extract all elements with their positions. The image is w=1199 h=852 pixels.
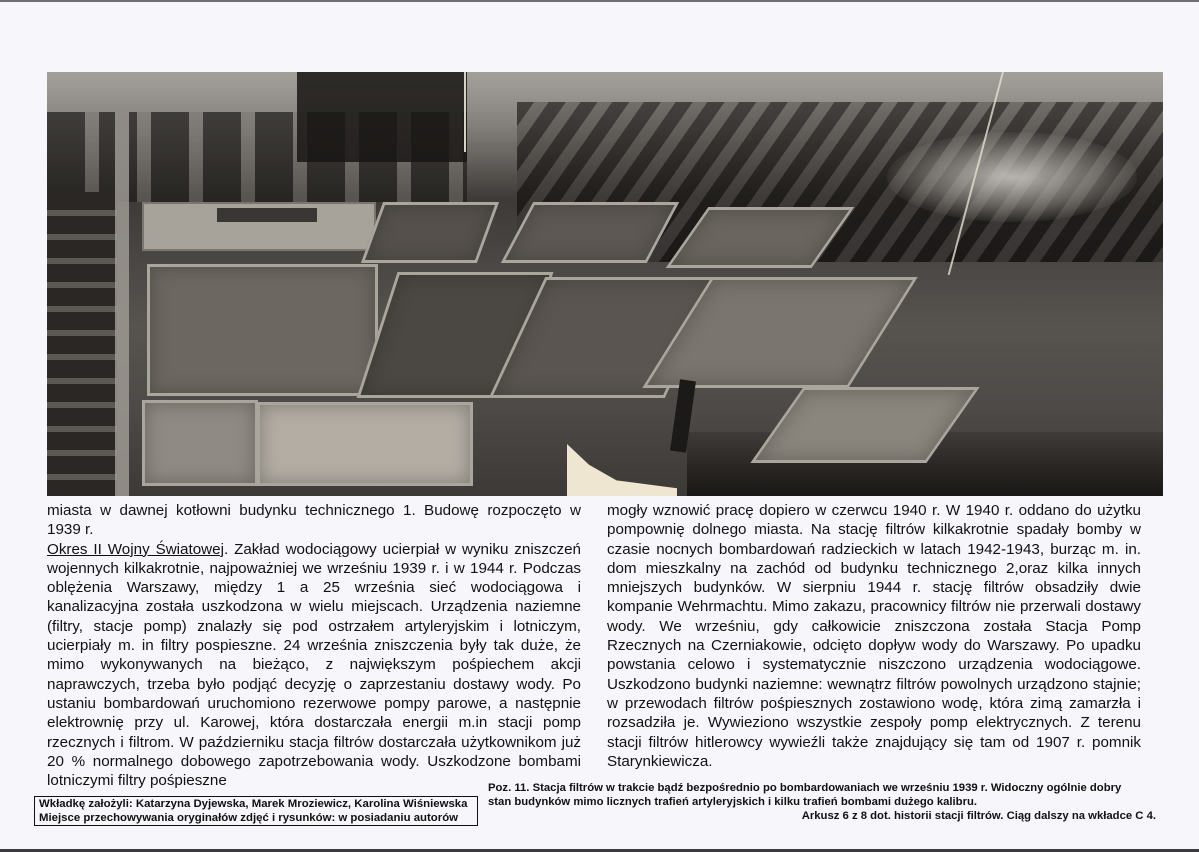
filter-field xyxy=(147,264,378,396)
vertical-street xyxy=(115,112,129,496)
filter-field xyxy=(142,400,258,486)
filter-field xyxy=(361,202,499,263)
photo-caption xyxy=(488,782,1178,823)
text-column-left xyxy=(47,501,581,790)
paragraph-body: . Zakład wodociągowy ucierpiał w wyniku zniszczeń wojennych kilkakrotnie, najpoważniej we wrześniu 1939 r. i w 1944 r. Podczas oblężenia Warszawy, między 1 a 25 września sieć wodociągowa i kanalizacyjna została uszkodzona w wielu miejscach. Urządzenia naziemne (filtry, stacje pomp) znalazły się pod ostrzałem artyleryjskim i lotniczym, ucierpiały m. in filtry pospieszne. 24 września zniszczenia były tak duże, że mimo wykonywanych na bieżąco, z największym pośpiechem akcji naprawczych, trzeba było podjąć decyzję o zaprzestaniu dostawy wody. Po ustaniu bombardowań uruchomiono rezerwowe pompy parowe, a następnie elektrownię przy ul. Karowej, która dostarczała energii m.in stacji pomp rzecznych i filtrom. W październiku stacja filtrów dostarczała użytkownikom już 20 % normalnego dobowego zapotrzebowania wody. Uszkodzone bombami lotniczymi filtry pośpieszne xyxy=(47,540,581,790)
credits-storage: Miejsce przechowywania oryginałów zdjęć i rysunków: w posiadaniu autorów xyxy=(39,811,459,824)
aerial-photograph xyxy=(47,72,1163,496)
sheet-info: Arkusz 6 z 8 dot. historii stacji filtrów. Ciąg dalszy na wkładce C 4. xyxy=(801,809,1156,822)
paragraph: miasta w dawnej kotłowni budynku technicznego 1. Budowę rozpoczęto w 1939 r. xyxy=(47,502,581,539)
paragraph: mogły wznowić pracę dopiero w czerwcu 1940 r. W 1940 r. oddano do użytku pompownię dolnego miasta. Na stację filtrów kilkakrotnie spadały bomby w czasie nocnych bombardowań radzieckich w latach 1942-1943, burząc m. in. dom mieszkalny na zachód od budynku technicznego 2,oraz kilka innych mniejszych budynków. W sierpniu 1944 r. stację filtrów obsadziły dwie kompanie Wehrmachtu. Mimo zakazu, pracownicy filtrów nie przerwali dostawy wody. We wrześniu, gdy całkowicie zniszczona została Stacja Pomp Rzecznych na Czerniakowie, odcięto dopływ wody do Warszawy. Po upadku powstania celowo i systematycznie niszczono urządzenia wodociągowe. Uszkodzono budynki naziemne: wewnątrz filtrów powolnych urządzono stajnie; w przewodach filtrów pośpiesznych zostawiono wodę, która zimą zamarzła i rozsadziła je. Wywieziono wszystkie zespoły pomp elektrycznych. Z terenu stacji filtrów hitlerowcy wywieźli także znajdujący się tam od 1907 r. pomnik Starynkiewicza. xyxy=(607,502,1141,770)
paragraph xyxy=(47,540,581,791)
credits-founders: Wkładkę założyli: Katarzyna Dyjewska, Marek Mroziewicz, Karolina Wiśniewska xyxy=(39,798,468,810)
filter-field xyxy=(257,402,473,486)
left-building-row xyxy=(47,192,117,496)
credits-box xyxy=(34,796,478,826)
caption-line-2: stan budynków mimo licznych trafień artyleryjskich i kilku trafień bombami dużego kalibru. xyxy=(488,795,978,808)
torn-photo-corner xyxy=(567,444,677,496)
photo-fold-line xyxy=(464,72,466,152)
technical-building xyxy=(217,208,317,222)
caption-line-1: Poz. 11. Stacja filtrów w trakcie bądź bezpośrednio po bombardowaniach we wrześniu 1939 r. Widoczny ogólnie dobry xyxy=(488,782,1122,794)
section-heading: Okres II Wojny Światowej xyxy=(47,540,224,558)
text-column-right xyxy=(607,501,1141,771)
page-top-edge xyxy=(0,0,1199,2)
smoke-cloud xyxy=(887,132,1137,222)
dark-building-area xyxy=(297,72,467,162)
